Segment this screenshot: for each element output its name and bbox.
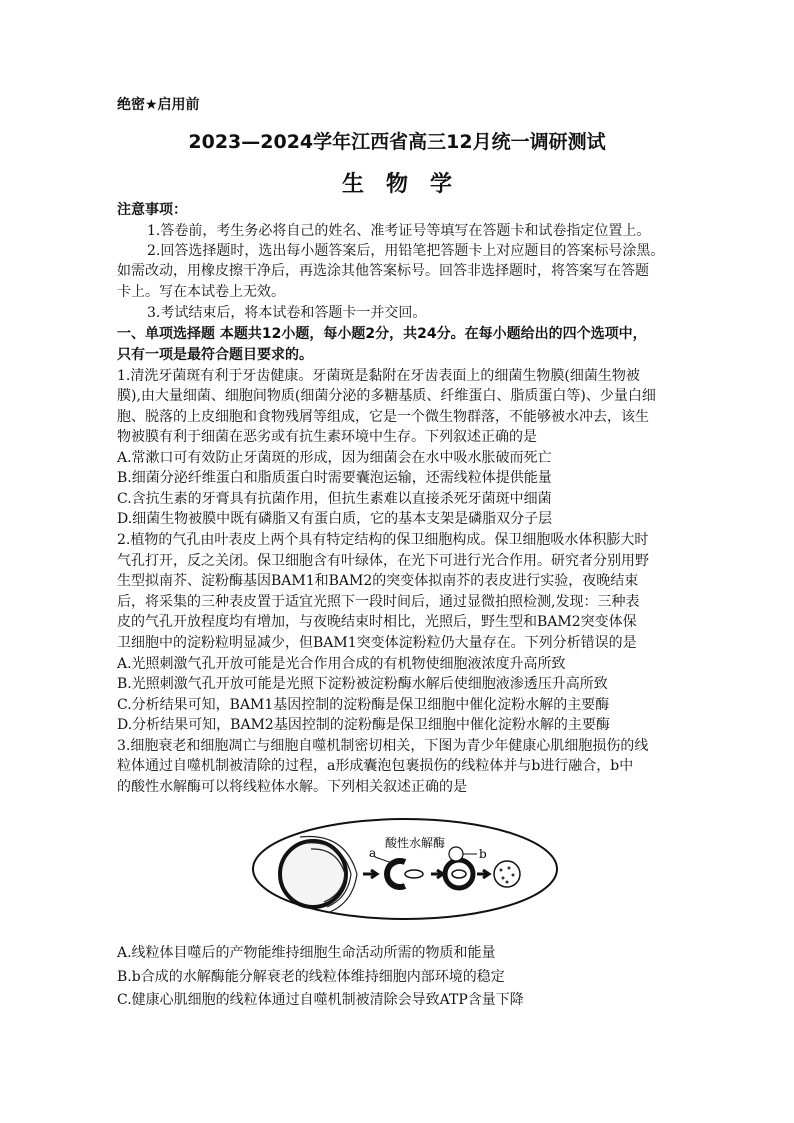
option-a: A.常漱口可有效防止牙菌斑的形成，因为细菌会在水中吸水胀破而死亡 xyxy=(117,450,552,466)
mitochondrion xyxy=(452,870,466,878)
question-stem-line: 后，将采集的三种表皮置于适宜光照下一段时间后，通过显微拍照检测,发现：三种表 xyxy=(117,594,640,610)
question-stem-line: 1.清洗牙菌斑有利于牙齿健康。牙菌斑是黏附在牙齿表面上的细菌生物膜(细菌生物被 xyxy=(117,368,640,384)
option-b: B.细菌分泌纤维蛋白和脂质蛋白时需要囊泡运输，还需线粒体提供能量 xyxy=(117,470,552,486)
label-b: b xyxy=(479,847,487,861)
note-line: 卡上。写在本试卷上无效。 xyxy=(117,284,285,300)
question-stem-line: 2.植物的气孔由叶表皮上两个具有特定结构的保卫细胞构成。保卫细胞吸水体积膨大时 xyxy=(117,532,649,548)
question-stem-line: 气孔打开，反之关闭。保卫细胞含有叶绿体，在光下可进行光合作用。研究者分别用野 xyxy=(117,553,649,569)
arrow-icon xyxy=(477,870,489,878)
option-c: C.健康心肌细胞的线粒体通过自噬机制被清除会导致ATP含量下降 xyxy=(117,992,524,1008)
note-line: 1.答卷前，考生务必将自己的姓名、准考证号等填写在答题卡和试卷指定位置上。 xyxy=(147,223,651,239)
label-enzyme: 酸性水解酶 xyxy=(385,836,446,850)
question-stem-line: 物被膜有利于细菌在恶劣或有抗生素环境中生存。下列叙述正确的是 xyxy=(117,429,537,445)
degraded-fragments xyxy=(500,867,515,884)
arrow-icon xyxy=(431,870,443,878)
subject-title: 生 物 学 xyxy=(341,172,452,197)
option-a: A.线粒体目噬后的产物能维持细胞生命活动所需的物质和能量 xyxy=(117,945,496,961)
autophagy-diagram xyxy=(245,812,565,927)
option-b: B.b合成的水解酶能分解衰老的线粒体维持细胞内部环境的稳定 xyxy=(117,969,505,985)
lysosome-b xyxy=(449,847,463,861)
phagophore-a xyxy=(387,861,405,887)
section-heading: 只有一项是最符合题目要求的。 xyxy=(117,347,313,363)
autophagosome xyxy=(445,860,473,888)
question-stem-line: 3.细胞衰老和细胞凋亡与细胞自噬机制密切相关，下图为青少年健康心肌细胞损伤的线 xyxy=(117,738,649,754)
mitochondrion xyxy=(405,870,423,878)
secret-mark: 绝密★启用前 xyxy=(117,97,200,113)
exam-title: 2023—2024学年江西省高三12月统一调研测试 xyxy=(188,131,606,153)
question-stem-line: 粒体通过自噬机制被清除的过程，a形成囊泡包裹损伤的线粒体并与b进行融合，b中 xyxy=(117,758,634,774)
note-line: 2.回答选择题时，选出每小题答案后，用铅笔把答题卡上对应题目的答案标号涂黑。 xyxy=(147,243,665,259)
nucleus xyxy=(280,841,346,907)
note-line: 如需改动，用橡皮擦干净后，再选涂其他答案标号。回答非选择题时，将答案写在答题 xyxy=(117,263,649,279)
option-c: C.分析结果可知，BAM1基因控制的淀粉酶是保卫细胞中催化淀粉水解的主要酶 xyxy=(117,697,610,713)
notes-heading: 注意事项： xyxy=(117,202,187,218)
question-stem-line: 皮的气孔开放程度均有增加，与夜晚结束时相比，光照后，野生型和BAM2突变体保 xyxy=(117,614,637,630)
option-d: D.细菌生物被膜中既有磷脂又有蛋白质，它的基本支架是磷脂双分子层 xyxy=(117,511,553,527)
section-heading: 一、单项选择题 本题共12小题，每小题2分，共24分。在每小题给出的四个选项中， xyxy=(117,326,647,342)
option-b: B.光照刺激气孔开放可能是光照下淀粉被淀粉酶水解后使细胞液渗透压升高所致 xyxy=(117,676,608,692)
option-c: C.含抗生素的牙膏具有抗菌作用，但抗生素难以直接杀死牙菌斑中细菌 xyxy=(117,491,552,507)
arrow-icon xyxy=(363,870,377,878)
question-stem-line: 的酸性水解酶可以将线粒体水解。下列相关叙述正确的是 xyxy=(117,779,467,795)
label-a: a xyxy=(369,846,377,860)
question-stem-line: 胞、脱落的上皮细胞和食物残屑等组成，它是一个微生物群落，不能够被水冲去，该生 xyxy=(117,409,649,425)
question-stem-line: 膜),由大量细菌、细胞间物质(细菌分泌的多糖基质、纤维蛋白、脂质蛋白等)、少量白细 xyxy=(117,388,656,404)
question-stem-line: 卫细胞中的淀粉粒明显减少，但BAM1突变体淀粉粒仍大量存在。下列分析错误的是 xyxy=(117,635,637,651)
question-stem-line: 生型拟南芥、淀粉酶基因BAM1和BAM2的突变体拟南芥的表皮进行实验，夜晚结束 xyxy=(117,573,639,589)
option-a: A.光照刺激气孔开放可能是光合作用合成的有机物使细胞液浓度升高所致 xyxy=(117,656,566,672)
option-d: D.分析结果可知，BAM2基因控制的淀粉酶是保卫细胞中催化淀粉水解的主要酶 xyxy=(117,717,610,733)
note-line: 3.考试结束后，将本试卷和答题卡一并交回。 xyxy=(147,305,427,321)
